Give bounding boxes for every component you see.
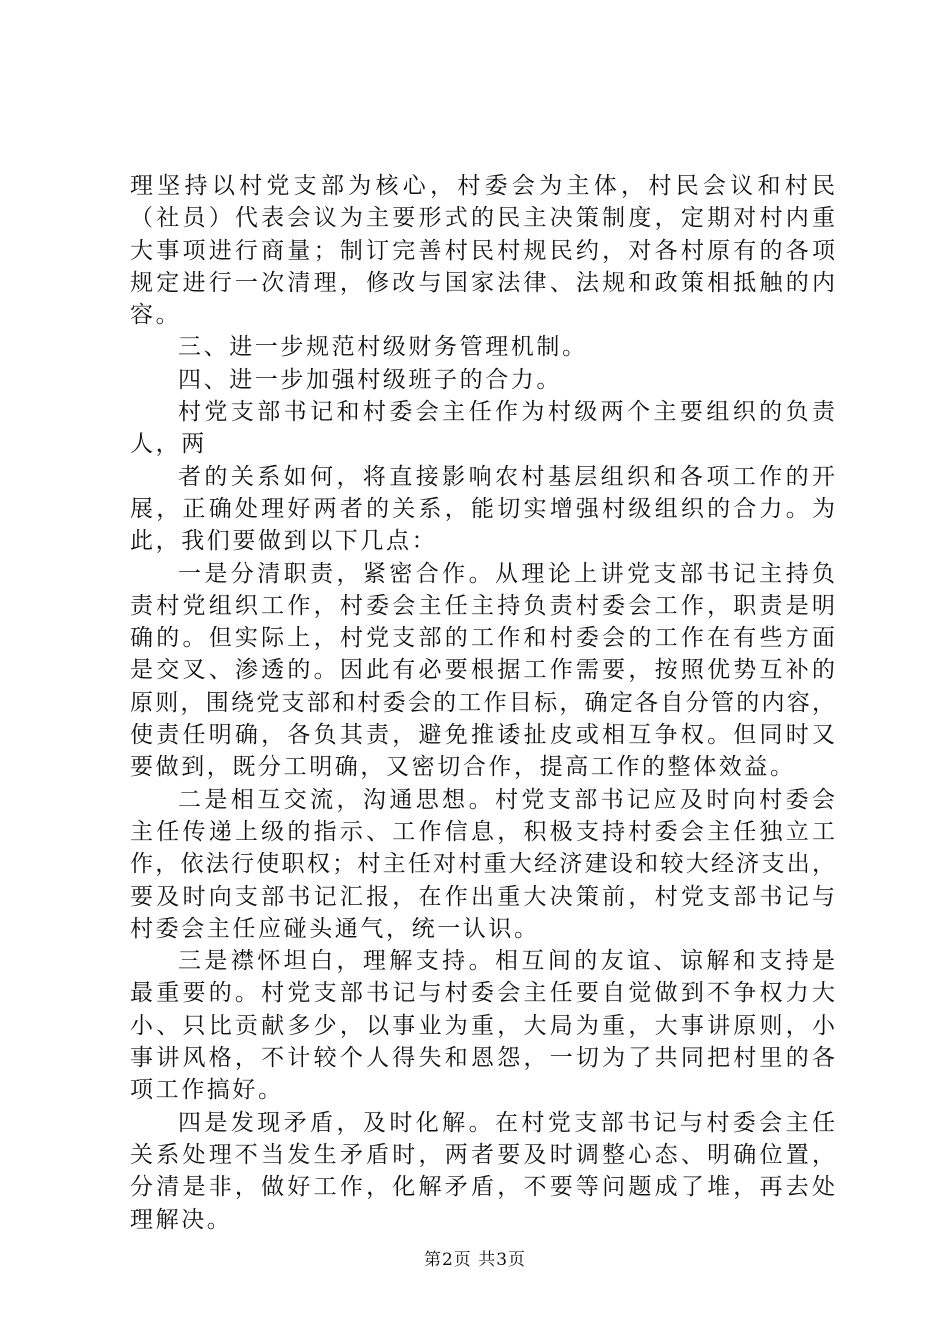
text-line: 要做到，既分工明确，又密切合作，提高工作的整体效益。 bbox=[130, 754, 796, 781]
text-line: 关系处理不当发生矛盾时，两者要及时调整心态、明确位置， bbox=[130, 1141, 835, 1168]
text-line: 项工作搞好。 bbox=[130, 1077, 284, 1104]
text-line: 人，两 bbox=[130, 431, 207, 458]
text-line: 村委会主任应碰头通气，统一认识。 bbox=[130, 915, 540, 942]
text-line: 容。 bbox=[130, 302, 182, 329]
text-line: 二是相互交流，沟通思想。村党支部书记应及时向村委会 bbox=[178, 786, 835, 813]
text-line: 确的。但实际上，村党支部的工作和村委会的工作在有些方面 bbox=[130, 625, 835, 652]
text-line: 作，依法行使职权；村主任对村重大经济建设和较大经济支出， bbox=[130, 851, 835, 878]
text-line: 责村党组织工作，村委会主任主持负责村委会工作，职责是明 bbox=[130, 592, 835, 619]
text-line: 理解决。 bbox=[130, 1206, 233, 1233]
text-line: 规定进行一次清理，修改与国家法律、法规和政策相抵触的内 bbox=[130, 269, 835, 296]
text-line: 四、进一步加强村级班子的合力。 bbox=[178, 366, 562, 393]
text-line: 大事项进行商量；制订完善村民村规民约，对各村原有的各项 bbox=[130, 237, 835, 264]
text-line: 是交叉、渗透的。因此有必要根据工作需要，按照优势互补的 bbox=[130, 657, 835, 684]
text-line: 四是发现矛盾，及时化解。在村党支部书记与村委会主任 bbox=[178, 1109, 835, 1136]
text-line: 展，正确处理好两者的关系，能切实增强村级组织的合力。为 bbox=[130, 495, 835, 522]
page-footer: 第2页 共3页 bbox=[423, 1250, 527, 1270]
text-line: 分清是非，做好工作，化解矛盾，不要等问题成了堆，再去处 bbox=[130, 1174, 835, 1201]
text-line: 村党支部书记和村委会主任作为村级两个主要组织的负责 bbox=[178, 399, 835, 426]
text-line: 主任传递上级的指示、工作信息，积极支持村委会主任独立工 bbox=[130, 818, 835, 845]
text-line: 者的关系如何，将直接影响农村基层组织和各项工作的开 bbox=[178, 463, 835, 490]
text-line: 三是襟怀坦白，理解支持。相互间的友谊、谅解和支持是 bbox=[178, 948, 835, 975]
text-line: 三、进一步规范村级财务管理机制。 bbox=[178, 334, 588, 361]
text-line: 理坚持以村党支部为核心，村委会为主体，村民会议和村民 bbox=[130, 173, 835, 199]
text-line: （社员）代表会议为主要形式的民主决策制度，定期对村内重 bbox=[130, 205, 835, 232]
text-line: 原则，围绕党支部和村委会的工作目标，确定各自分管的内容， bbox=[130, 689, 835, 716]
text-line: 最重要的。村党支部书记与村委会主任要自觉做到不争权力大 bbox=[130, 980, 835, 1007]
document-body bbox=[130, 170, 835, 1236]
text-line: 事讲风格，不计较个人得失和恩怨，一切为了共同把村里的各 bbox=[130, 1045, 835, 1072]
text-line: 使责任明确，各负其责，避免推诿扯皮或相互争权。但同时又 bbox=[130, 722, 835, 749]
text-line: 一是分清职责，紧密合作。从理论上讲党支部书记主持负 bbox=[178, 560, 835, 587]
text-line: 小、只比贡献多少，以事业为重，大局为重，大事讲原则，小 bbox=[130, 1012, 835, 1039]
text-line: 此，我们要做到以下几点： bbox=[130, 528, 438, 555]
text-line: 要及时向支部书记汇报，在作出重大决策前，村党支部书记与 bbox=[130, 883, 835, 910]
